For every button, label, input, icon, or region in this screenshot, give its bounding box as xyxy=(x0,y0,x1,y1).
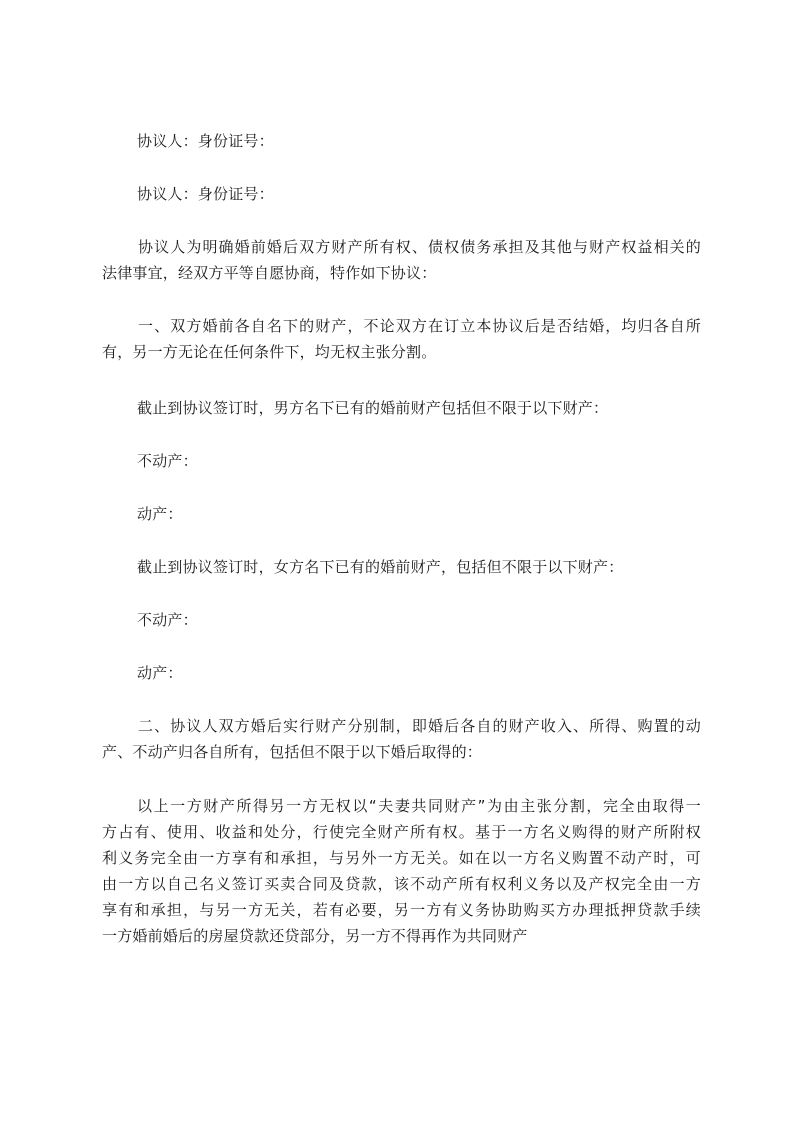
clause1-line-2: 有，另一方无论在任何条件下，均无权主张分割。 xyxy=(102,343,437,361)
party2-line: 协议人：身份证号： xyxy=(137,185,274,203)
preamble-line-1: 协议人为明确婚前婚后双方财产所有权、债权债务承担及其他与财产权益相关的 xyxy=(138,238,701,256)
clause2-line-1: 二、协议人双方婚后实行财产分别制，即婚后各自的财产收入、所得、购置的动 xyxy=(138,717,701,735)
male-movables-label: 动产： xyxy=(137,505,183,523)
party1-line: 协议人：身份证号： xyxy=(137,132,274,150)
female-real-estate-label: 不动产： xyxy=(137,611,198,629)
clause2-detail-line-6: 一方婚前婚后的房屋贷款还贷部分，另一方不得再作为共同财产 xyxy=(102,927,528,945)
clause2-detail-line-3: 利义务完全由一方享有和承担，与另外一方无关。如在以一方名义购置不动产时，可 xyxy=(102,849,701,867)
clause2-detail-line-5: 享有和承担，与另一方无关，若有必要，另一方有义务协助购买方办理抵押贷款手续 xyxy=(102,901,701,919)
preamble-line-2: 法律事宜，经双方平等自愿协商，特作如下协议： xyxy=(102,264,437,282)
clause2-detail-line-4: 由一方以自己名义签订买卖合同及贷款，该不动产所有权利义务以及产权完全由一方 xyxy=(102,875,701,893)
male-assets-intro: 截止到协议签订时，男方名下已有的婚前财产包括但不限于以下财产： xyxy=(137,399,609,417)
clause2-line-2: 产、不动产归各自所有，包括但不限于以下婚后取得的： xyxy=(102,743,483,761)
female-assets-intro: 截止到协议签订时，女方名下已有的婚前财产，包括但不限于以下财产： xyxy=(137,558,624,576)
clause2-detail-line-1: 以上一方财产所得另一方无权以“夫妻共同财产”为由主张分割，完全由取得一 xyxy=(137,797,701,815)
female-movables-label: 动产： xyxy=(137,664,183,682)
male-real-estate-label: 不动产： xyxy=(137,452,198,470)
clause1-line-1: 一、双方婚前各自名下的财产，不论双方在订立本协议后是否结婚，均归各自所 xyxy=(138,317,701,335)
clause2-detail-line-2: 方占有、使用、收益和处分，行使完全财产所有权。基于一方名义购得的财产所附权 xyxy=(102,823,701,841)
